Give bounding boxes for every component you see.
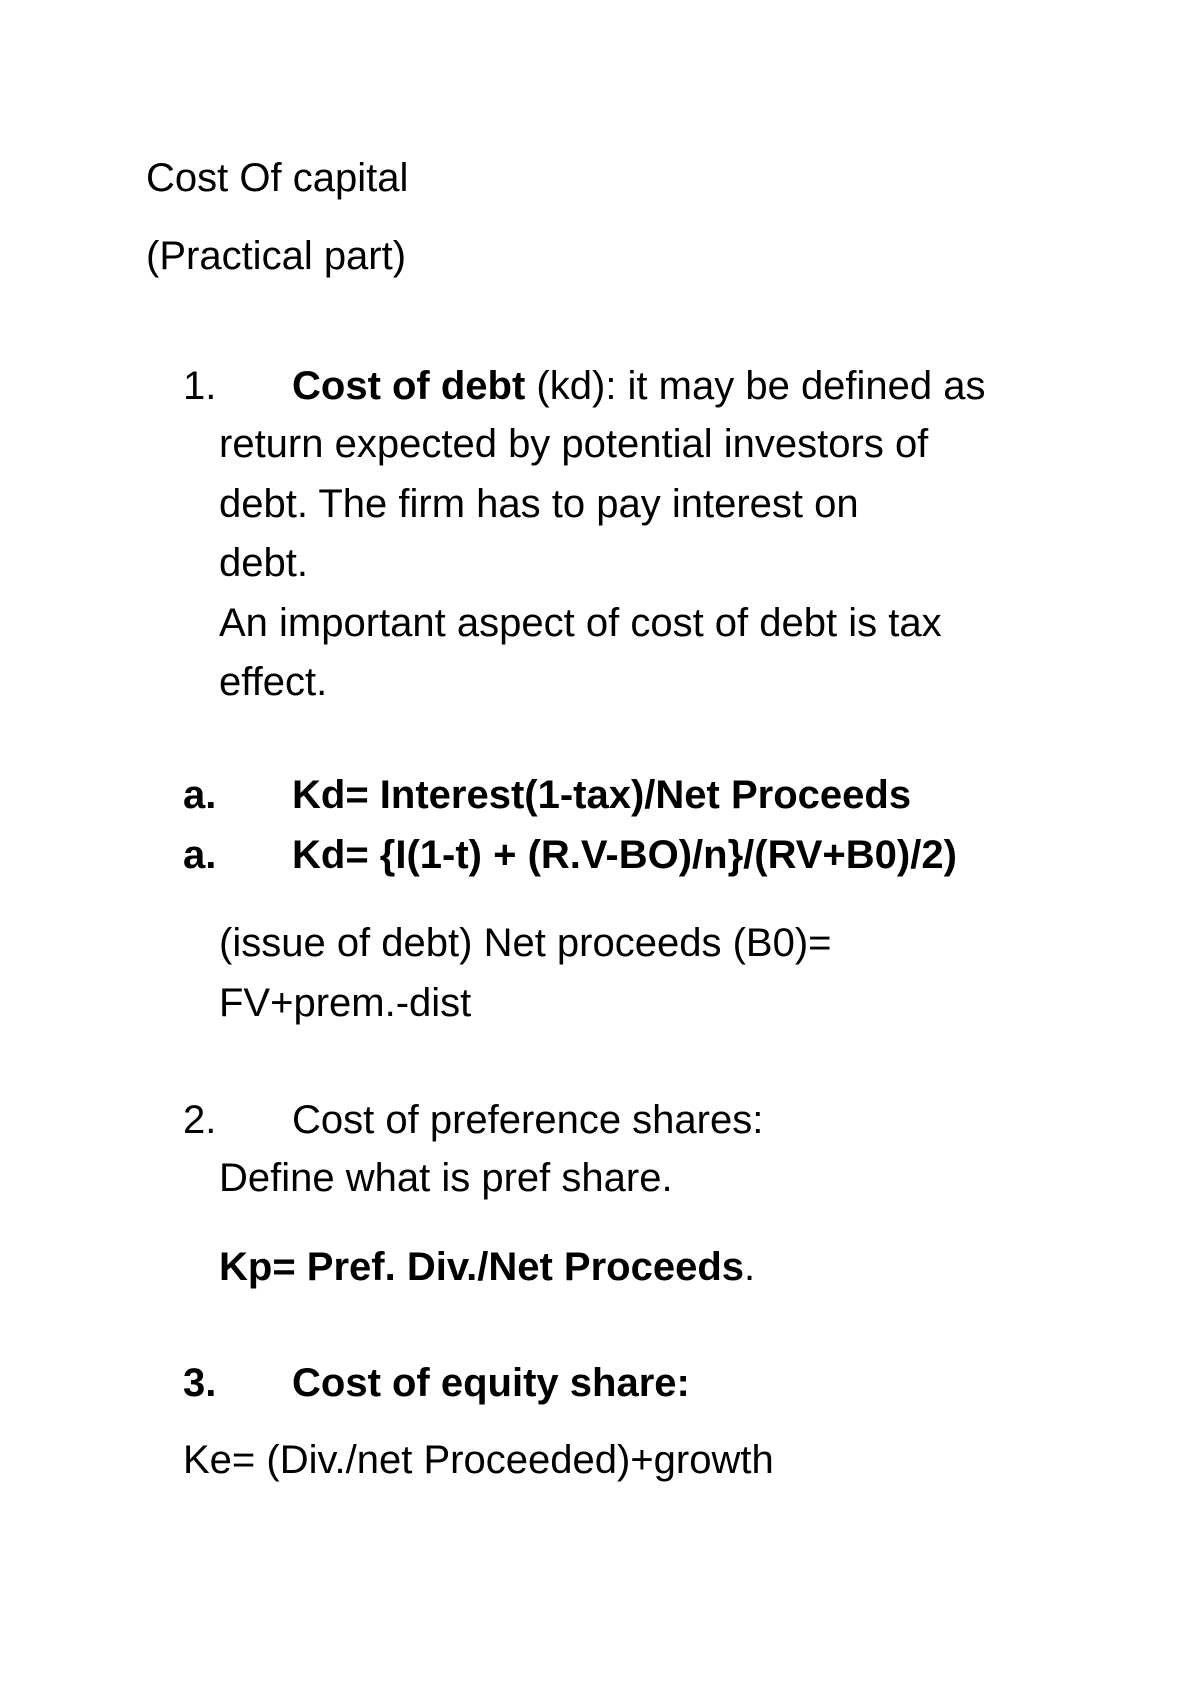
formula-a1: Kd= Interest(1-tax)/Net Proceeds xyxy=(292,773,912,817)
list-number-2: 2. xyxy=(183,1098,217,1142)
list-number-1: 1. xyxy=(183,364,217,408)
item1-line5: An important aspect of cost of debt is tax xyxy=(219,601,942,645)
item1-line4: debt. xyxy=(219,541,308,585)
item2-line2: Define what is pref share. xyxy=(219,1156,673,1200)
formula-a2: Kd= {I(1-t) + (R.V-BO)/n}/(RV+B0)/2) xyxy=(292,833,957,877)
list-number-3: 3. xyxy=(183,1361,217,1405)
item1-rest-line1: (kd): it may be defined as xyxy=(525,364,986,408)
item3-formula: Ke= (Div./net Proceeded)+growth xyxy=(183,1438,774,1482)
document-subtitle: (Practical part) xyxy=(146,234,407,278)
formula-a1-marker: a. xyxy=(183,773,217,817)
item3-heading: Cost of equity share: xyxy=(292,1361,690,1405)
net-proceeds-note-line2: FV+prem.-dist xyxy=(219,981,472,1025)
item2-formula-bold: Kp= Pref. Div./Net Proceeds xyxy=(219,1245,744,1289)
item2-formula-tail: . xyxy=(744,1245,756,1289)
item1-line6: effect. xyxy=(219,660,328,704)
formula-a2-marker: a. xyxy=(183,833,217,877)
item1-line2: return expected by potential investors of xyxy=(219,422,929,466)
item1-first-line xyxy=(292,366,986,406)
item1-heading: Cost of debt xyxy=(292,364,526,408)
item2-heading: Cost of preference shares: xyxy=(292,1098,764,1142)
item2-formula xyxy=(219,1247,755,1287)
item1-line3: debt. The firm has to pay interest on xyxy=(219,482,859,526)
document-title: Cost Of capital xyxy=(146,156,409,200)
net-proceeds-note-line1: (issue of debt) Net proceeds (B0)= xyxy=(219,921,832,965)
